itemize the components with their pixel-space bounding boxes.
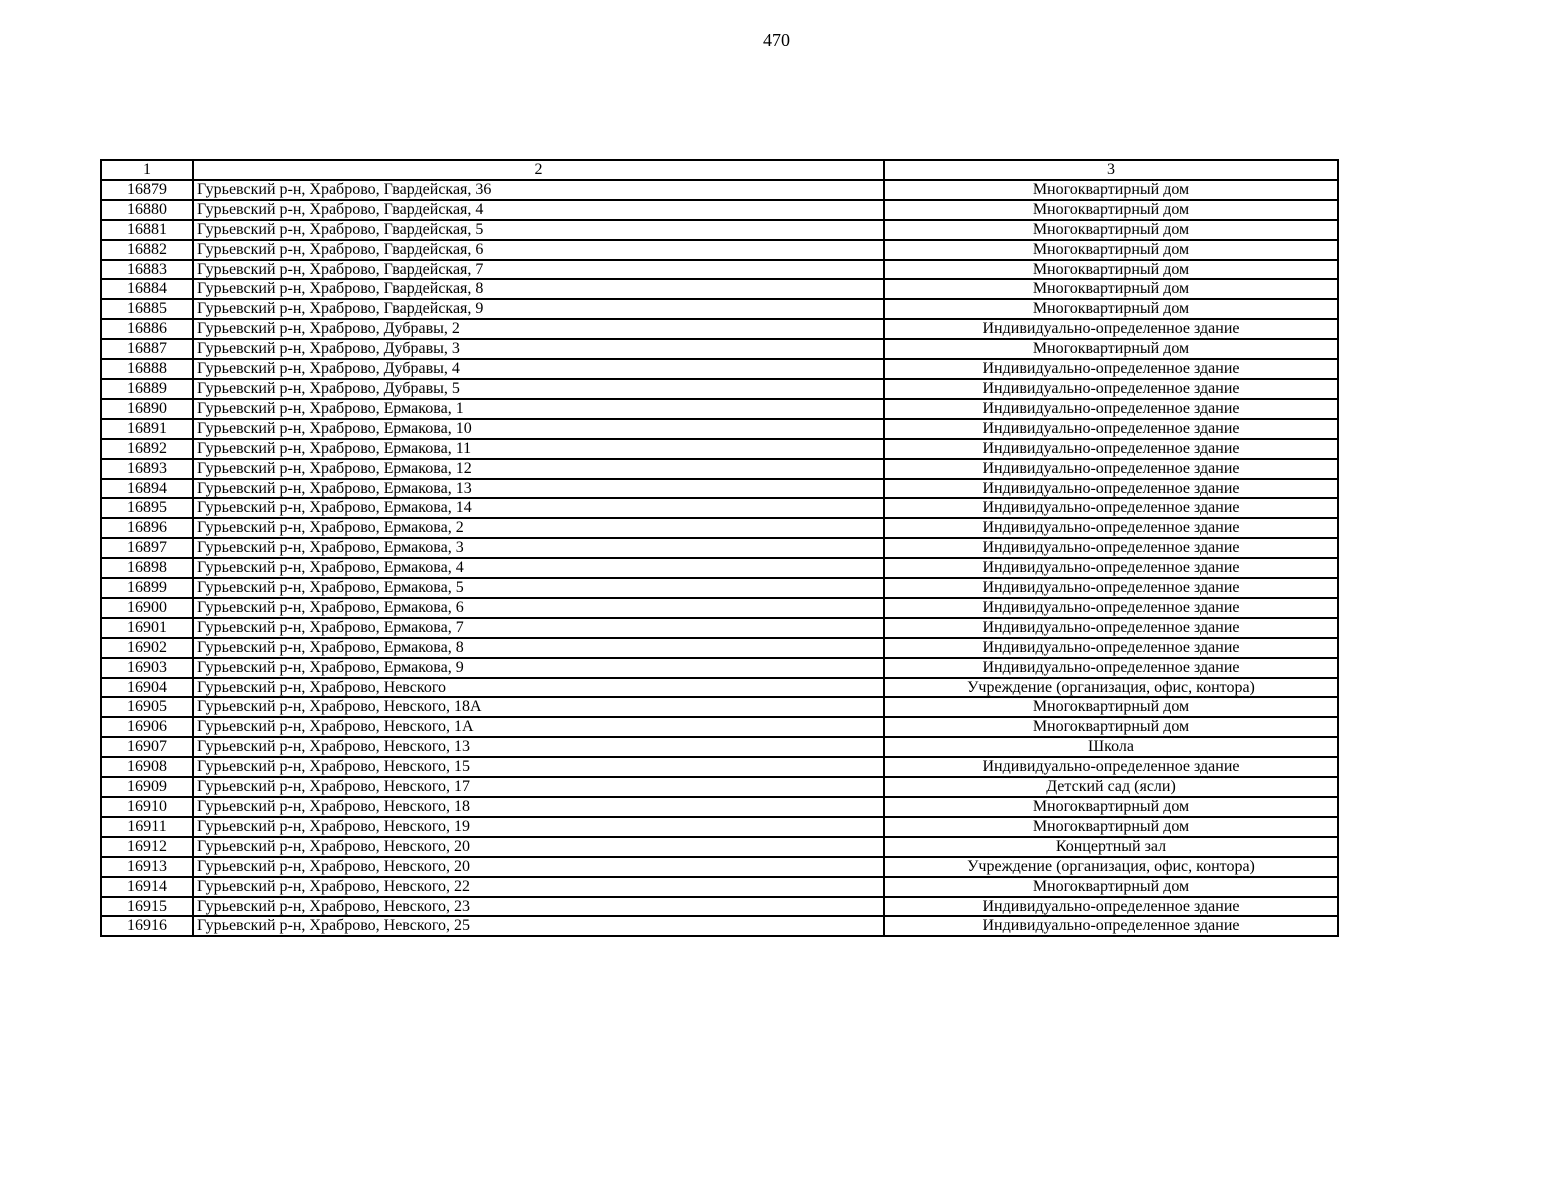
table-row: [101, 419, 1338, 439]
building-type-cell: Индивидуально-определенное здание: [884, 518, 1338, 538]
building-type-cell: Индивидуально-определенное здание: [884, 498, 1338, 518]
page-number: 470: [763, 30, 790, 50]
address-cell: Гурьевский р-н, Храброво, Ермакова, 8: [193, 638, 884, 658]
building-type-cell: Индивидуально-определенное здание: [884, 319, 1338, 339]
table-row: [101, 260, 1338, 280]
address-cell: Гурьевский р-н, Храброво, Ермакова, 13: [193, 479, 884, 499]
address-cell: Гурьевский р-н, Храброво, Невского, 13: [193, 737, 884, 757]
table-header-row: [101, 160, 1338, 180]
row-number-cell: 16907: [101, 737, 193, 757]
building-type-cell: Индивидуально-определенное здание: [884, 757, 1338, 777]
table-row: [101, 737, 1338, 757]
address-cell: Гурьевский р-н, Храброво, Невского, 25: [193, 916, 884, 936]
building-type-cell: Индивидуально-определенное здание: [884, 578, 1338, 598]
table-row: [101, 240, 1338, 260]
building-type-cell: Индивидуально-определенное здание: [884, 558, 1338, 578]
building-type-cell: Многоквартирный дом: [884, 797, 1338, 817]
address-cell: Гурьевский р-н, Храброво, Дубравы, 2: [193, 319, 884, 339]
row-number-cell: 16895: [101, 498, 193, 518]
building-type-cell: Многоквартирный дом: [884, 260, 1338, 280]
row-number-cell: 16883: [101, 260, 193, 280]
row-number-cell: 16908: [101, 757, 193, 777]
table-row: [101, 220, 1338, 240]
building-type-cell: Индивидуально-определенное здание: [884, 479, 1338, 499]
building-type-cell: Индивидуально-определенное здание: [884, 916, 1338, 936]
building-type-cell: Индивидуально-определенное здание: [884, 598, 1338, 618]
row-number-cell: 16902: [101, 638, 193, 658]
row-number-cell: 16900: [101, 598, 193, 618]
building-type-cell: Многоквартирный дом: [884, 877, 1338, 897]
table-row: [101, 359, 1338, 379]
address-cell: Гурьевский р-н, Храброво, Ермакова, 9: [193, 658, 884, 678]
address-cell: Гурьевский р-н, Храброво, Невского, 23: [193, 897, 884, 917]
row-number-cell: 16899: [101, 578, 193, 598]
table-row: [101, 299, 1338, 319]
table-row: [101, 180, 1338, 200]
table-row: [101, 279, 1338, 299]
building-type-cell: Многоквартирный дом: [884, 697, 1338, 717]
row-number-cell: 16906: [101, 717, 193, 737]
table-row: [101, 200, 1338, 220]
building-type-cell: Индивидуально-определенное здание: [884, 399, 1338, 419]
address-cell: Гурьевский р-н, Храброво, Ермакова, 14: [193, 498, 884, 518]
table-row: [101, 439, 1338, 459]
address-cell: Гурьевский р-н, Храброво, Дубравы, 4: [193, 359, 884, 379]
row-number-cell: 16904: [101, 678, 193, 698]
address-cell: Гурьевский р-н, Храброво, Невского: [193, 678, 884, 698]
row-number-cell: 16887: [101, 339, 193, 359]
table-row: [101, 717, 1338, 737]
row-number-cell: 16889: [101, 379, 193, 399]
row-number-cell: 16894: [101, 479, 193, 499]
row-number-cell: 16890: [101, 399, 193, 419]
address-cell: Гурьевский р-н, Храброво, Гвардейская, 8: [193, 279, 884, 299]
building-type-cell: Индивидуально-определенное здание: [884, 638, 1338, 658]
row-number-cell: 16903: [101, 658, 193, 678]
building-type-cell: Индивидуально-определенное здание: [884, 419, 1338, 439]
row-number-cell: 16914: [101, 877, 193, 897]
address-cell: Гурьевский р-н, Храброво, Гвардейская, 5: [193, 220, 884, 240]
address-cell: Гурьевский р-н, Храброво, Ермакова, 7: [193, 618, 884, 638]
address-cell: Гурьевский р-н, Храброво, Ермакова, 10: [193, 419, 884, 439]
table-row: [101, 638, 1338, 658]
building-type-cell: Многоквартирный дом: [884, 817, 1338, 837]
row-number-cell: 16892: [101, 439, 193, 459]
address-cell: Гурьевский р-н, Храброво, Невского, 20: [193, 857, 884, 877]
table-row: [101, 319, 1338, 339]
row-number-cell: 16881: [101, 220, 193, 240]
row-number-cell: 16885: [101, 299, 193, 319]
address-cell: Гурьевский р-н, Храброво, Гвардейская, 9: [193, 299, 884, 319]
table-row: [101, 777, 1338, 797]
row-number-cell: 16916: [101, 916, 193, 936]
address-cell: Гурьевский р-н, Храброво, Дубравы, 3: [193, 339, 884, 359]
table-row: [101, 916, 1338, 936]
address-cell: Гурьевский р-н, Храброво, Ермакова, 1: [193, 399, 884, 419]
table-row: [101, 618, 1338, 638]
building-type-cell: Многоквартирный дом: [884, 299, 1338, 319]
row-number-cell: 16879: [101, 180, 193, 200]
table-row: [101, 538, 1338, 558]
row-number-cell: 16901: [101, 618, 193, 638]
building-type-cell: Многоквартирный дом: [884, 339, 1338, 359]
table-row: [101, 757, 1338, 777]
address-cell: Гурьевский р-н, Храброво, Гвардейская, 6: [193, 240, 884, 260]
table-row: [101, 697, 1338, 717]
address-cell: Гурьевский р-н, Храброво, Невского, 15: [193, 757, 884, 777]
building-type-cell: Индивидуально-определенное здание: [884, 897, 1338, 917]
building-type-cell: Индивидуально-определенное здание: [884, 538, 1338, 558]
building-type-cell: Многоквартирный дом: [884, 220, 1338, 240]
address-cell: Гурьевский р-н, Храброво, Невского, 1А: [193, 717, 884, 737]
address-cell: Гурьевский р-н, Храброво, Ермакова, 5: [193, 578, 884, 598]
table-row: [101, 837, 1338, 857]
table-row: [101, 479, 1338, 499]
row-number-cell: 16913: [101, 857, 193, 877]
address-cell: Гурьевский р-н, Храброво, Невского, 18: [193, 797, 884, 817]
table-row: [101, 897, 1338, 917]
building-type-cell: Многоквартирный дом: [884, 279, 1338, 299]
row-number-cell: 16898: [101, 558, 193, 578]
building-type-cell: Учреждение (организация, офис, контора): [884, 857, 1338, 877]
row-number-cell: 16909: [101, 777, 193, 797]
address-cell: Гурьевский р-н, Храброво, Невского, 17: [193, 777, 884, 797]
address-cell: Гурьевский р-н, Храброво, Ермакова, 11: [193, 439, 884, 459]
table-row: [101, 558, 1338, 578]
table-row: [101, 598, 1338, 618]
table-body: [101, 160, 1338, 936]
table-row: [101, 817, 1338, 837]
building-type-cell: Концертный зал: [884, 837, 1338, 857]
building-type-cell: Детский сад (ясли): [884, 777, 1338, 797]
row-number-cell: 16896: [101, 518, 193, 538]
building-type-cell: Многоквартирный дом: [884, 180, 1338, 200]
row-number-cell: 16897: [101, 538, 193, 558]
address-cell: Гурьевский р-н, Храброво, Гвардейская, 4: [193, 200, 884, 220]
row-number-cell: 16893: [101, 459, 193, 479]
row-number-cell: 16915: [101, 897, 193, 917]
address-cell: Гурьевский р-н, Храброво, Ермакова, 12: [193, 459, 884, 479]
building-type-cell: Индивидуально-определенное здание: [884, 618, 1338, 638]
table-row: [101, 797, 1338, 817]
building-type-cell: Индивидуально-определенное здание: [884, 658, 1338, 678]
building-type-cell: Школа: [884, 737, 1338, 757]
table-row: [101, 339, 1338, 359]
address-cell: Гурьевский р-н, Храброво, Гвардейская, 7: [193, 260, 884, 280]
row-number-cell: 16882: [101, 240, 193, 260]
row-number-cell: 16911: [101, 817, 193, 837]
address-cell: Гурьевский р-н, Храброво, Ермакова, 6: [193, 598, 884, 618]
building-type-cell: Многоквартирный дом: [884, 240, 1338, 260]
building-type-cell: Учреждение (организация, офис, контора): [884, 678, 1338, 698]
row-number-cell: 16880: [101, 200, 193, 220]
address-cell: Гурьевский р-н, Храброво, Ермакова, 2: [193, 518, 884, 538]
building-type-cell: Индивидуально-определенное здание: [884, 379, 1338, 399]
building-type-cell: Индивидуально-определенное здание: [884, 459, 1338, 479]
building-type-cell: Индивидуально-определенное здание: [884, 359, 1338, 379]
address-cell: Гурьевский р-н, Храброво, Невского, 18А: [193, 697, 884, 717]
row-number-cell: 16888: [101, 359, 193, 379]
address-cell: Гурьевский р-н, Храброво, Дубравы, 5: [193, 379, 884, 399]
table-row: [101, 678, 1338, 698]
building-type-cell: Индивидуально-определенное здание: [884, 439, 1338, 459]
address-cell: Гурьевский р-н, Храброво, Невского, 22: [193, 877, 884, 897]
row-number-cell: 16891: [101, 419, 193, 439]
table-row: [101, 379, 1338, 399]
row-number-cell: 16910: [101, 797, 193, 817]
table-row: [101, 399, 1338, 419]
address-cell: Гурьевский р-н, Храброво, Ермакова, 3: [193, 538, 884, 558]
address-cell: Гурьевский р-н, Храброво, Гвардейская, 36: [193, 180, 884, 200]
table-row: [101, 877, 1338, 897]
table-row: [101, 658, 1338, 678]
address-cell: Гурьевский р-н, Храброво, Невского, 20: [193, 837, 884, 857]
building-type-cell: Многоквартирный дом: [884, 717, 1338, 737]
table-row: [101, 518, 1338, 538]
table-row: [101, 857, 1338, 877]
row-number-cell: 16912: [101, 837, 193, 857]
column-header-3: 3: [884, 160, 1338, 180]
table-row: [101, 578, 1338, 598]
table-row: [101, 498, 1338, 518]
building-type-cell: Многоквартирный дом: [884, 200, 1338, 220]
row-number-cell: 16905: [101, 697, 193, 717]
table-row: [101, 459, 1338, 479]
address-cell: Гурьевский р-н, Храброво, Ермакова, 4: [193, 558, 884, 578]
row-number-cell: 16886: [101, 319, 193, 339]
column-header-2: 2: [193, 160, 884, 180]
address-table: [100, 159, 1339, 937]
address-cell: Гурьевский р-н, Храброво, Невского, 19: [193, 817, 884, 837]
column-header-1: 1: [101, 160, 193, 180]
row-number-cell: 16884: [101, 279, 193, 299]
